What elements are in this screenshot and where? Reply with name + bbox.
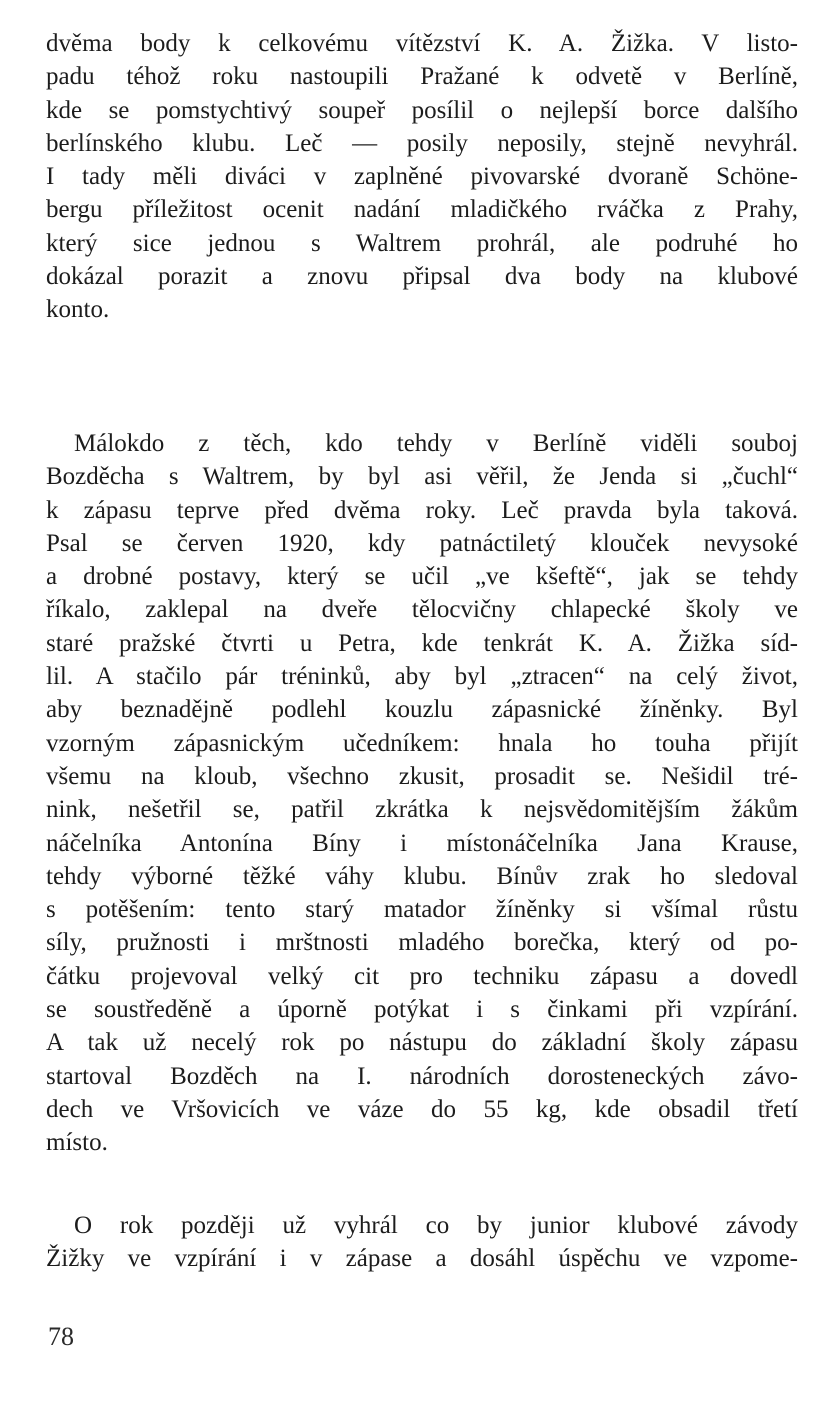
text-line: staré pražské čtvrti u Petra, kde tenkrát K. A. Žižka síd- — [46, 629, 798, 657]
text-line: dokázal porazit a znovu připsal dva body na klubové — [46, 263, 798, 291]
text-line: aby beznadějně podlehl kouzlu zápasnické žíněnky. Byl — [46, 696, 798, 724]
text-line: Málokdo z těch, kdo tehdy v Berlíně viděli souboj — [74, 430, 798, 457]
paragraph-section-start — [46, 427, 798, 1160]
text-line: dech ve Vršovicích ve váze do 55 kg, kde obsadil třetí — [46, 1095, 798, 1123]
text-line: A tak už necelý rok po nástupu do základní školy zápasu — [46, 1029, 798, 1057]
text-line: říkalo, zaklepal na dveře tělocvičny chlapecké školy ve — [46, 596, 798, 624]
text-line: a drobné postavy, který se učil „ve kšeftě“, jak se tehdy — [46, 563, 798, 591]
text-line: Žižky ve vzpírání i v zápase a dosáhl úspěchu ve vzpome- — [46, 1245, 798, 1273]
paragraph — [46, 1209, 798, 1276]
paragraph-continuation — [46, 27, 798, 327]
text-line: místo. — [46, 1129, 108, 1157]
text-line: s potěšením: tento starý matador žíněnky si všímal růstu — [46, 896, 798, 924]
text-line: vzorným zápasnickým učedníkem: hnala ho touha přijít — [46, 729, 798, 757]
text-line: padu téhož roku nastoupili Pražané k odvetě v Berlíně, — [46, 63, 798, 91]
text-line: berlínského klubu. Leč — posily neposily, stejně nevyhrál. — [46, 129, 798, 157]
text-line: nink, nešetřil se, patřil zkrátka k nejsvědomitějším žákům — [46, 796, 798, 824]
text-line: I tady měli diváci v zaplněné pivovarské dvoraně Schöne- — [46, 163, 798, 191]
text-line: konto. — [46, 296, 110, 324]
text-line: Psal se červen 1920, kdy patnáctiletý klouček nevysoké — [46, 529, 798, 557]
text-line: kde se pomstychtivý soupeř posílil o nejlepší borce dalšího — [46, 96, 798, 124]
text-line: který sice jednou s Waltrem prohrál, ale podruhé ho — [46, 229, 798, 257]
text-line: síly, pružnosti i mrštnosti mladého borečka, který od po- — [46, 929, 798, 957]
text-line: náčelníka Antonína Bíny i místonáčelníka Jana Krause, — [46, 829, 798, 857]
text-line: se soustředěně a úporně potýkat i s činkami při vzpírání. — [46, 996, 798, 1024]
text-line: čátku projevoval velký cit pro techniku zápasu a dovedl — [46, 962, 798, 990]
page-number: 78 — [48, 1322, 74, 1351]
text-line: k zápasu teprve před dvěma roky. Leč pravda byla taková. — [46, 496, 798, 524]
text-line: tehdy výborné těžké váhy klubu. Bínův zrak ho sledoval — [46, 862, 798, 890]
text-line: dvěma body k celkovému vítězství K. A. Žižka. V listo- — [46, 30, 798, 57]
text-line: bergu příležitost ocenit nadání mladičkého rváčka z Prahy, — [46, 196, 798, 224]
text-line: všemu na kloub, všechno zkusit, prosadit se. Nešidil tré- — [46, 762, 798, 790]
text-line: lil. A stačilo pár tréninků, aby byl „ztracen“ na celý život, — [46, 663, 798, 691]
text-line: Bozděcha s Waltrem, by byl asi věřil, že Jenda si „čuchl“ — [46, 463, 798, 491]
text-line: startoval Bozděch na I. národních dorosteneckých závo- — [46, 1062, 798, 1090]
text-line: O rok později už vyhrál co by junior klubové závody — [74, 1212, 798, 1239]
